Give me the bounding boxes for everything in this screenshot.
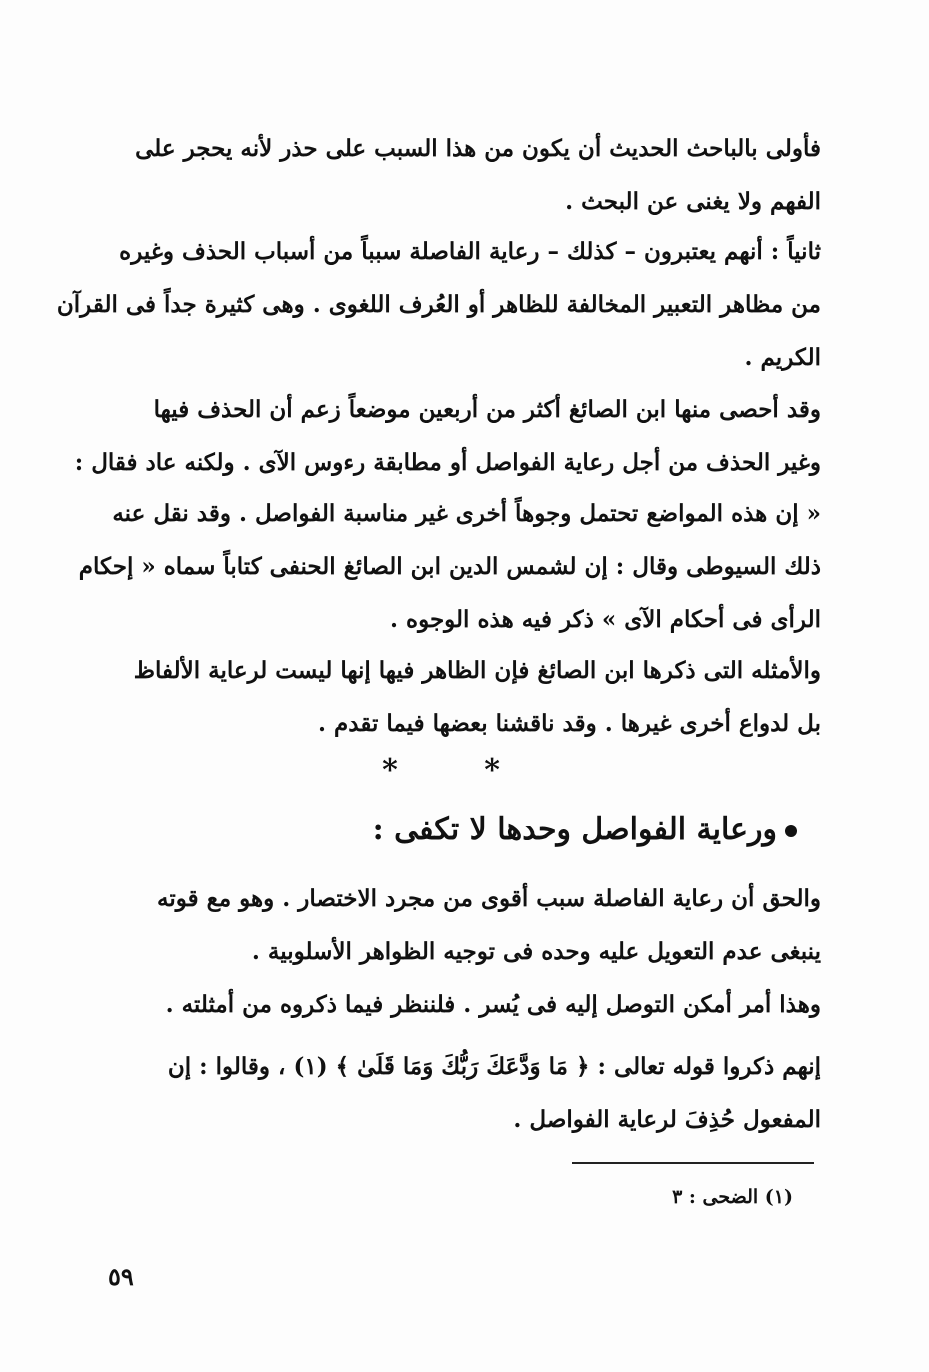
paragraph-line: وغير الحذف من أجل رعاية الفواصل أو مطابقة رءوس الآى . ولكنه عاد فقال : [74,449,821,476]
paragraph-line: الفهم ولا يغنى عن البحث . [565,188,821,215]
paragraph-2 [56,225,821,384]
footnote-divider [572,1162,814,1164]
paragraph-line: وهذا أمر أمكن التوصل إليه فى يُسر . فلننظر فيما ذكروه من أمثلته . [165,991,821,1018]
paragraph-line: ينبغى عدم التعويل عليه وحده فى توجيه الظواهر الأسلوبية . [251,938,821,965]
paragraph-line: فأولى بالباحث الحديث أن يكون من هذا السبب على حذر لأنه يحجر على [135,135,821,162]
paragraph-line: وقد أحصى منها ابن الصائغ أكثر من أربعين موضعاً زعم أن الحذف فيها [153,396,821,423]
paragraph-line: والأمثله التى ذكرها ابن الصائغ فإن الظاهر فيها إنها ليست لرعاية الألفاظ [133,657,821,684]
section-separator-stars: * * [382,753,538,788]
section-heading-text: ورعاية الفواصل وحدها لا تكفى : [372,812,777,847]
paragraph-line: بل لدواع أخرى غيرها . وقد ناقشنا بعضها فيما تقدم . [318,710,821,737]
footnote: (١) الضحى : ٣ [672,1186,793,1208]
paragraph-3 [74,383,821,489]
paragraph-7 [109,978,821,1031]
paragraph-4-quote [78,487,821,646]
section-heading [373,812,797,847]
paragraph-line: الرأى فى أحكام الآى » ذكر فيه هذه الوجوه . [390,606,821,633]
paragraph-line: الكريم . [744,344,821,371]
paragraph-line: ثانياً : أنهم يعتبرون – كذلك – رعاية الفاصلة سبباً من أسباب الحذف وغيره [119,238,821,265]
paragraph-line: المفعول حُذِفَ لرعاية الفواصل . [513,1106,821,1133]
paragraph-6 [109,872,821,978]
paragraph-8-quran-example [109,1040,821,1146]
paragraph-line: ذلك السيوطى وقال : إن لشمس الدين ابن الصائغ الحنفى كتاباً سماه « إحكام [78,553,821,580]
paragraph-line: « إن هذه المواضع تحتمل وجوهاً أخرى غير مناسبة الفواصل . وقد نقل عنه [112,500,821,527]
paragraph-5 [109,644,821,750]
paragraph-line: من مظاهر التعبير المخالفة للظاهر أو العُرف اللغوى . وهى كثيرة جداً فى القرآن [56,291,821,318]
paragraph-line: إنهم ذكروا قوله تعالى : ﴿ مَا وَدَّعَكَ رَبُّكَ وَمَا قَلَىٰ ﴾ (١) ، وقالوا : إن [167,1053,821,1080]
paragraph-line: والحق أن رعاية الفاصلة سبب أقوى من مجرد الاختصار . وهو مع قوته [156,885,821,912]
bullet-icon [785,825,797,837]
page-number: ٥٩ [108,1262,134,1291]
paragraph-1 [109,122,821,228]
